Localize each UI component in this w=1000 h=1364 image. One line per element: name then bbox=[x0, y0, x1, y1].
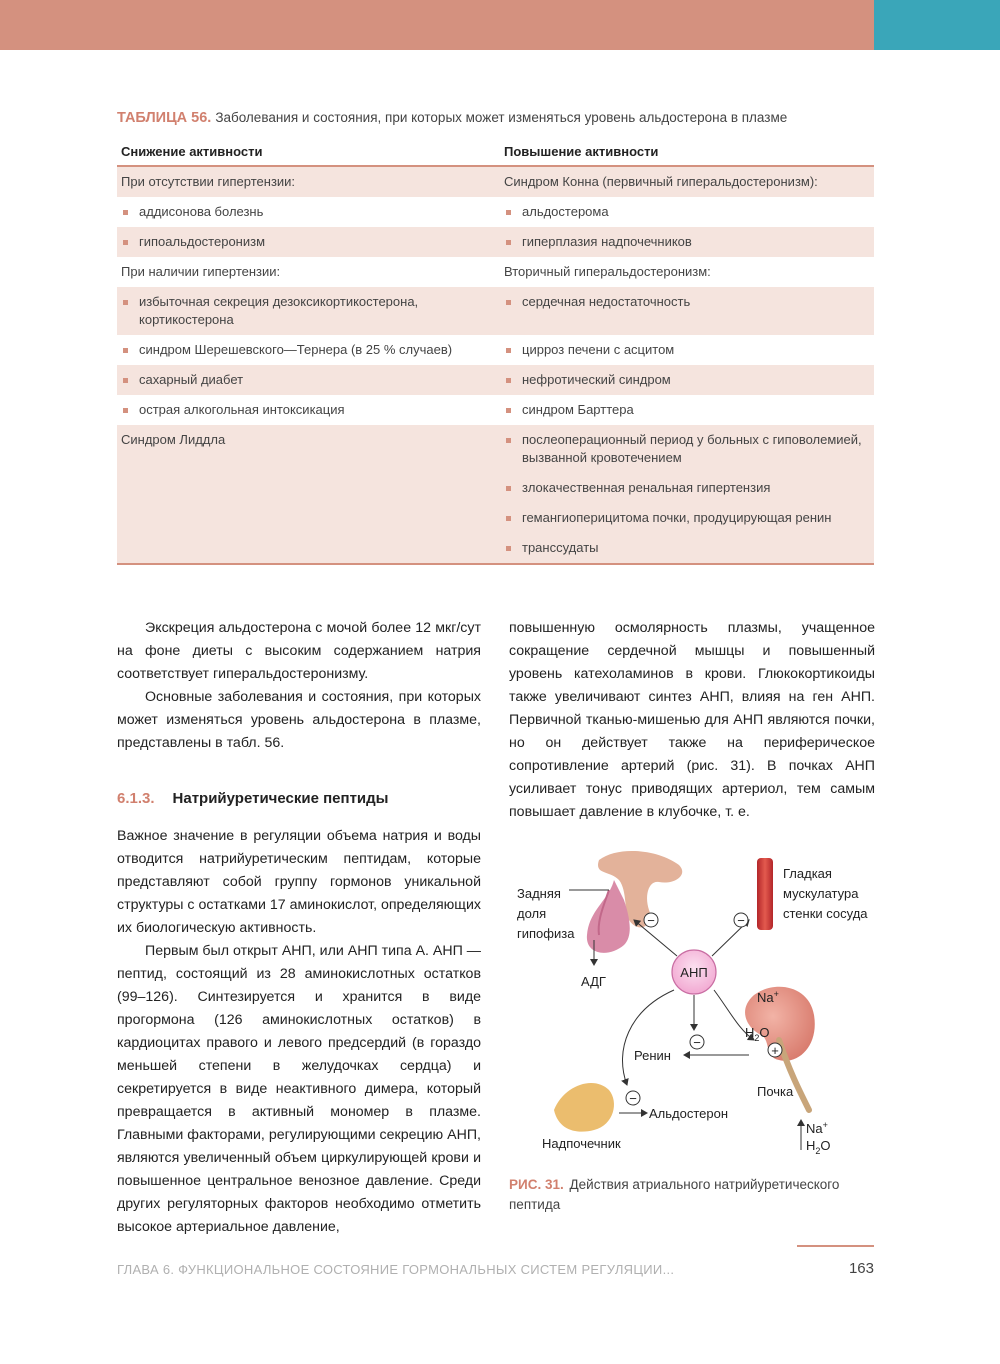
top-banner-accent bbox=[874, 0, 1000, 50]
excretion-na: Na+ bbox=[806, 1120, 828, 1136]
chapter-footer: ГЛАВА 6. ФУНКЦИОНАЛЬНОЕ СОСТОЯНИЕ ГОРМОНАЛЬНЫХ СИСТЕМ РЕГУЛЯЦИИ... bbox=[117, 1262, 675, 1277]
table-cell bbox=[117, 227, 500, 257]
aldosterone-table bbox=[117, 140, 874, 565]
pituitary-label-1: Задняя bbox=[517, 886, 561, 901]
bullet-item: альдостерома bbox=[504, 203, 870, 221]
table-cell bbox=[500, 287, 874, 335]
bullet-item: послеоперационный период у больных с гиповолемией, вызванной кровотечением bbox=[504, 431, 870, 467]
table-label: ТАБЛИЦА 56. bbox=[117, 110, 212, 126]
table-row bbox=[117, 227, 874, 257]
kidney-label: Почка bbox=[757, 1084, 794, 1099]
table-header-row bbox=[117, 140, 874, 166]
vessel-label-1: Гладкая bbox=[783, 866, 832, 881]
table-row bbox=[117, 287, 874, 335]
table-row bbox=[117, 257, 874, 287]
figure-label: РИС. 31. bbox=[509, 1177, 564, 1192]
bullet-item: синдром Барттера bbox=[504, 401, 870, 419]
minus-sign: − bbox=[629, 1091, 637, 1106]
minus-sign: − bbox=[693, 1035, 701, 1050]
pituitary-label-2: доля bbox=[517, 906, 547, 921]
table-row bbox=[117, 335, 874, 365]
bullet-item: острая алкогольная интоксикация bbox=[121, 401, 496, 419]
table-row bbox=[117, 365, 874, 395]
bullet-item: сахарный диабет bbox=[121, 371, 496, 389]
renin-label: Ренин bbox=[634, 1048, 671, 1063]
vessel-label-3: стенки сосуда bbox=[783, 906, 868, 921]
table-cell bbox=[500, 227, 874, 257]
table-cell: Вторичный гиперальдостеронизм: bbox=[504, 264, 711, 279]
excretion-h2o: $H_2O$ bbox=[806, 1138, 831, 1156]
table-cell bbox=[500, 197, 874, 227]
minus-sign: − bbox=[737, 913, 745, 928]
minus-sign: − bbox=[647, 913, 655, 928]
bullet-item: сердечная недостаточность bbox=[504, 293, 870, 311]
table-cell: Синдром Конна (первичный гиперальдостеронизм): bbox=[500, 166, 874, 197]
table-cell bbox=[117, 197, 500, 227]
paragraph: повышенную осмолярность плазмы, учащенное сокращение сердечной мышцы и повышенный уровень катехоламинов в крови. Глюкокортикоиды также увеличивают синтез АНП, влияя на ген АНП. Первичной тканью-мишенью для АНП являются почки, но он действует также на периферическое сопротивление артерий (рис. 31). В почках АНП усиливает тонус приводящих артериол, тем самым повышает давление в клубочке, т. е. bbox=[509, 620, 875, 820]
table-row bbox=[117, 425, 874, 564]
figure-caption bbox=[509, 1175, 879, 1215]
section-title: Натрийуретические пептиды bbox=[172, 790, 389, 807]
adrenal-illustration bbox=[554, 1083, 614, 1132]
figure-caption-text: Действия атриального натрийуретического пептида bbox=[509, 1177, 840, 1212]
footer-rule bbox=[797, 1245, 874, 1247]
table-cell bbox=[117, 287, 500, 335]
bullet-item: нефротический синдром bbox=[504, 371, 870, 389]
table-cell bbox=[500, 365, 874, 395]
table-cell bbox=[500, 425, 874, 564]
paragraph: Важное значение в регуляции объема натрия и воды отводится натрийуретическим пептидам, которые представляют собой группу гормонов уникальной структуры с остатками 17 аминокислот, определяющих их биологическую активность. bbox=[117, 828, 481, 936]
anp-action-figure bbox=[509, 840, 879, 1160]
kidney-na: Na+ bbox=[757, 989, 779, 1005]
table-cell bbox=[500, 335, 874, 365]
page-number: 163 bbox=[848, 1260, 874, 1277]
vessel-illustration bbox=[757, 858, 773, 930]
right-column-top bbox=[509, 617, 875, 824]
kidney-h2o: $H_2O$ bbox=[745, 1025, 770, 1043]
left-column-top bbox=[117, 617, 481, 755]
table-caption bbox=[117, 110, 877, 126]
table-row bbox=[117, 197, 874, 227]
bullet-item: гиперплазия надпочечников bbox=[504, 233, 870, 251]
bullet-item: аддисонова болезнь bbox=[121, 203, 496, 221]
bullet-item: синдром Шерешевского—Тернера (в 25 % случаев) bbox=[121, 341, 496, 359]
plus-sign: + bbox=[771, 1043, 779, 1058]
table-cell bbox=[117, 395, 500, 425]
anp-to-adrenal-arrow bbox=[622, 990, 674, 1085]
paragraph: Экскреция альдостерона с мочой более 12 мкг/сут на фоне диеты с высоким содержанием натрия соответствует гиперальдостеронизму. bbox=[117, 620, 481, 682]
vessel-label-2: мускулатура bbox=[783, 886, 859, 901]
paragraph: Основные заболевания и состояния, при которых может изменяться уровень альдостерона в плазме, представлены в табл. 56. bbox=[117, 689, 481, 751]
aldosterone-label: Альдостерон bbox=[649, 1106, 729, 1121]
section-number: 6.1.3. bbox=[117, 790, 155, 807]
table-row bbox=[117, 395, 874, 425]
bullet-item: злокачественная ренальная гипертензия bbox=[504, 479, 870, 497]
anp-label: АНП bbox=[680, 965, 708, 980]
left-column-bottom bbox=[117, 825, 481, 1239]
pituitary-illustration bbox=[587, 851, 682, 953]
pituitary-label-3: гипофиза bbox=[517, 926, 575, 941]
table-header-decrease: Снижение активности bbox=[117, 140, 500, 166]
table-cell: При наличии гипертензии: bbox=[121, 264, 281, 279]
table-cell bbox=[117, 335, 500, 365]
table-cell bbox=[117, 365, 500, 395]
table-header-increase: Повышение активности bbox=[500, 140, 874, 166]
table-cell bbox=[500, 395, 874, 425]
paragraph: Первым был открыт АНП, или АНП типа А. АНП — пептид, состоящий из 28 аминокислотных остатков (99–126). Синтезируется и хранится в виде прогормона (126 аминокислотных остатков) в кардиоцитах правого и левого предсердий (в гораздо меньшей степени в желудочках сердца) и секретируется в виде неактивного димера, который превращается в активный мономер в плазме. Главными факторами, регулирующими секрецию АНП, являются увеличенный объем циркулирующей крови и повышенное центральное венозное давление. Среди других регуляторных факторов необходимо отметить высокое артериальное давление, bbox=[117, 943, 481, 1235]
bullet-item: цирроз печени с асцитом bbox=[504, 341, 870, 359]
table-cell: При отсутствии гипертензии: bbox=[117, 166, 500, 197]
adrenal-label: Надпочечник bbox=[542, 1136, 621, 1151]
bullet-item: транссудаты bbox=[504, 539, 870, 557]
table-cell: Синдром Лиддла bbox=[117, 425, 500, 564]
table-caption-text: Заболевания и состояния, при которых может изменяться уровень альдостерона в плазме bbox=[215, 110, 788, 125]
top-banner bbox=[0, 0, 874, 50]
bullet-item: гемангиоперицитома почки, продуцирующая ренин bbox=[504, 509, 870, 527]
table-row bbox=[117, 166, 874, 197]
bullet-item: избыточная секреция дезоксикортикостерона, кортикостерона bbox=[121, 293, 496, 329]
section-heading bbox=[117, 790, 388, 807]
bullet-item: гипоальдостеронизм bbox=[121, 233, 496, 251]
adh-label: АДГ bbox=[581, 974, 606, 989]
